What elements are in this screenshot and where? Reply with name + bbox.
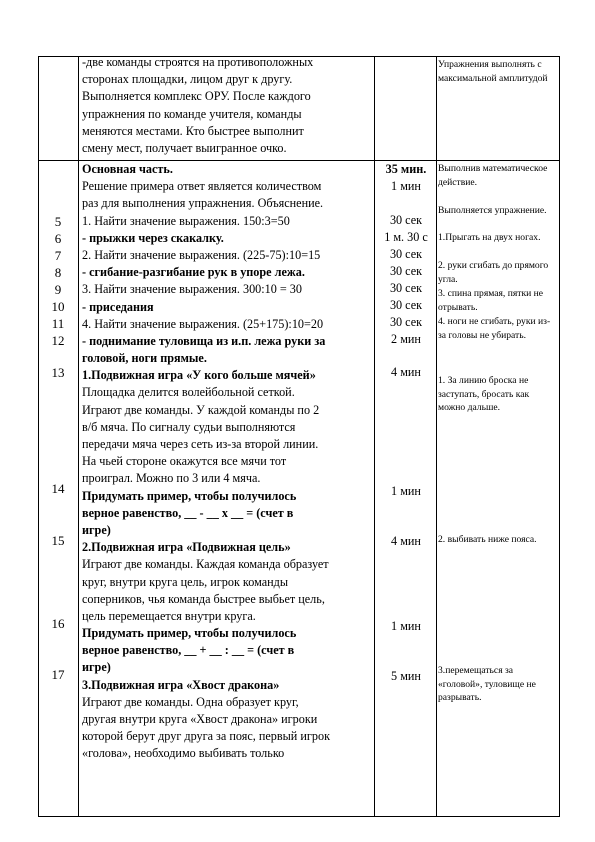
note: 2. руки сгибать до прямого угла. xyxy=(438,260,549,285)
text-line: цель перемещается внутри круга. xyxy=(82,608,256,623)
time-value: 30 сек xyxy=(389,298,423,312)
game-heading: 2.Подвижная игра «Подвижная цель» xyxy=(82,540,291,555)
note: 4. ноги не сгибать, руки из-за головы не убирать. xyxy=(438,316,551,341)
table-border-bottom xyxy=(38,816,560,817)
text-line: Играют две команды. Одна образует круг, xyxy=(82,694,299,709)
time-value: 30 сек xyxy=(389,315,423,329)
section-heading: Основная часть. xyxy=(82,162,173,176)
text-line: 1. Найти значение выражения. 150:3=50 xyxy=(82,213,290,228)
text-line: 3. Найти значение выражения. 300:10 = 30 xyxy=(82,282,302,297)
note: 1.Прыгать на двух ногах. xyxy=(438,232,541,243)
table-border-left xyxy=(38,56,39,817)
text-line: На чьей стороне окажутся все мячи тот xyxy=(82,454,287,469)
note: 3.перемещаться за «головой», туловище не разрывать. xyxy=(438,665,536,704)
time-value: 1 мин xyxy=(391,179,421,193)
text-line: другая внутри круга «Хвост дракона» игроки xyxy=(82,712,318,726)
text-line: Решение примера ответ является количеством xyxy=(82,179,322,194)
text-line: игре) xyxy=(82,522,111,537)
exercise-number: 9 xyxy=(54,282,62,297)
text-line: Играют две команды. У каждой команды по 2 xyxy=(82,402,320,417)
exercise-number: 5 xyxy=(54,214,62,229)
text-line: Играют две команды. Каждая команда образует xyxy=(82,557,329,572)
exercise-number: 12 xyxy=(51,333,65,348)
text-line: 2. Найти значение выражения. (225-75):10=15 xyxy=(82,247,321,262)
time-value: 4 мин xyxy=(391,534,421,548)
time-value: 30 сек xyxy=(389,247,423,261)
time-value: 2 мин xyxy=(391,332,421,346)
text-line: упражнения по команде учителя, команды xyxy=(82,106,302,121)
note: Выполнив математическое действие. xyxy=(438,163,548,188)
table-border-right xyxy=(559,56,560,817)
note: Выполняется упражнение. xyxy=(438,205,547,216)
text-line: 4. Найти значение выражения. (25+175):10=20 xyxy=(82,316,324,331)
game-heading: 1.Подвижная игра «У кого больше мячей» xyxy=(82,368,316,383)
exercise-number: 8 xyxy=(54,265,62,280)
time-total: 35 мин. xyxy=(385,162,427,176)
time-value: 1 м. 30 с xyxy=(384,230,428,244)
column-divider xyxy=(436,56,437,817)
text-line: круг, внутри круга цель, игрок команды xyxy=(82,574,289,589)
text-line: верное равенство, __ - __ x __ = (счет в xyxy=(82,505,294,520)
text-line: игре) xyxy=(82,660,111,675)
exercise-number: 6 xyxy=(54,231,62,246)
note: 2. выбивать ниже пояса. xyxy=(438,534,537,545)
time-value: 30 сек xyxy=(389,264,423,278)
exercise-number: 13 xyxy=(51,365,65,380)
note: 1. За линию броска не заступать, бросать как можно дальше. xyxy=(438,375,530,414)
time-value: 30 сек xyxy=(389,281,423,295)
text-line: «голова», необходимо выбивать только xyxy=(82,746,285,761)
exercise-number: 16 xyxy=(51,616,65,631)
text-line: смену мест, получает выигранное очко. xyxy=(82,140,287,155)
lesson-plan-table xyxy=(38,56,560,817)
exercise-number: 17 xyxy=(51,667,65,682)
time-value: 5 мин xyxy=(391,669,421,683)
text-line: Площадка делится волейбольной сеткой. xyxy=(82,385,295,400)
text-line: которой берут друг друга за пояс, первый игрок xyxy=(82,729,330,744)
text-line: - приседания xyxy=(82,299,154,314)
time-value: 30 сек xyxy=(389,213,423,227)
column-divider xyxy=(78,56,79,817)
game-heading: 3.Подвижная игра «Хвост дракона» xyxy=(82,677,280,692)
exercise-number: 10 xyxy=(51,299,65,314)
text-line: Придумать пример, чтобы получилось xyxy=(82,626,297,641)
text-line: раз для выполнения упражнения. Объяснение. xyxy=(82,196,324,211)
text-line: Выполняется комплекс ОРУ. После каждого xyxy=(82,89,311,104)
note: 3. спина прямая, пятки не отрывать. xyxy=(438,288,544,313)
time-value: 4 мин xyxy=(391,365,421,379)
text-line: соперников, чья команда быстрее выбьет цель, xyxy=(82,591,325,606)
text-line: в/б мяча. По сигналу судьи выполняются xyxy=(82,419,296,434)
text-line: - сгибание-разгибание рук в упоре лежа. xyxy=(82,265,305,280)
row1-note: Упражнения выполнять с максимальной амплитудой xyxy=(438,59,548,84)
time-value: 1 мин xyxy=(391,619,421,633)
row1-text xyxy=(82,54,414,157)
text-line: меняются местами. Кто быстрее выполнит xyxy=(82,123,304,138)
text-line: - прыжки через скакалку. xyxy=(82,230,224,245)
text-line: головой, ноги прямые. xyxy=(82,351,207,366)
text-line: - поднимание туловища из и.п. лежа руки за xyxy=(82,333,326,348)
text-line: Придумать пример, чтобы получилось xyxy=(82,488,297,503)
row2-text xyxy=(82,161,414,763)
text-line: -две команды строятся на противоположных xyxy=(82,55,314,69)
text-line: проиграл. Можно по 3 или 4 мяча. xyxy=(82,471,261,486)
time-value: 1 мин xyxy=(391,484,421,498)
text-line: передачи мяча через сеть из-за второй линии. xyxy=(82,437,319,451)
exercise-number: 7 xyxy=(54,248,62,263)
exercise-number: 14 xyxy=(51,481,65,496)
exercise-number: 11 xyxy=(51,316,65,331)
text-line: сторонах площадки, лицом друг к другу. xyxy=(82,72,293,87)
exercise-number: 15 xyxy=(51,533,65,548)
text-line: верное равенство, __ + __ : __ = (счет в xyxy=(82,643,295,658)
